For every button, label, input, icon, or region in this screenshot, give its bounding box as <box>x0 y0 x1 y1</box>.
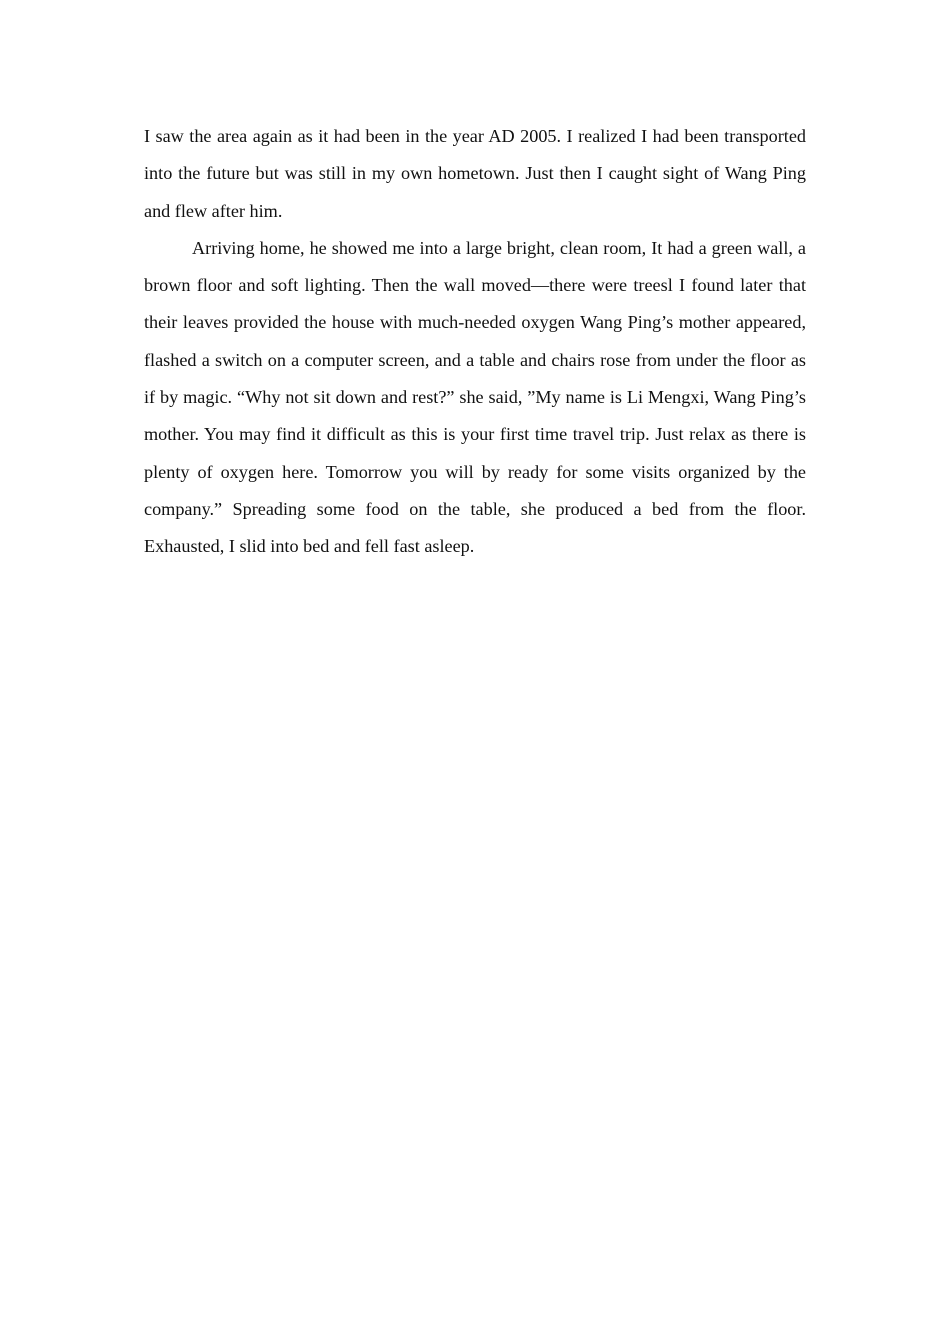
paragraph-1: I saw the area again as it had been in the year AD 2005. I realized I had been transported into the future but was still in my own hometown. Just then I caught sight of Wang Ping and flew after him. <box>144 126 806 221</box>
document-body <box>144 118 806 566</box>
paragraph-2: Arriving home, he showed me into a large bright, clean room, It had a green wall, a brown floor and soft lighting. Then the wall moved—there were treesl I found later that their leaves provided the house with much-needed oxygen Wang Ping’s mother appeared, flashed a switch on a computer screen, and a table and chairs rose from under the floor as if by magic. “Why not sit down and rest?” she said, ”My name is Li Mengxi, Wang Ping’s mother. You may find it difficult as this is your first time travel trip. Just relax as there is plenty of oxygen here. Tomorrow you will by ready for some visits organized by the company.” Spreading some food on the table, she produced a bed from the floor. Exhausted, I slid into bed and fell fast asleep. <box>144 237 806 557</box>
